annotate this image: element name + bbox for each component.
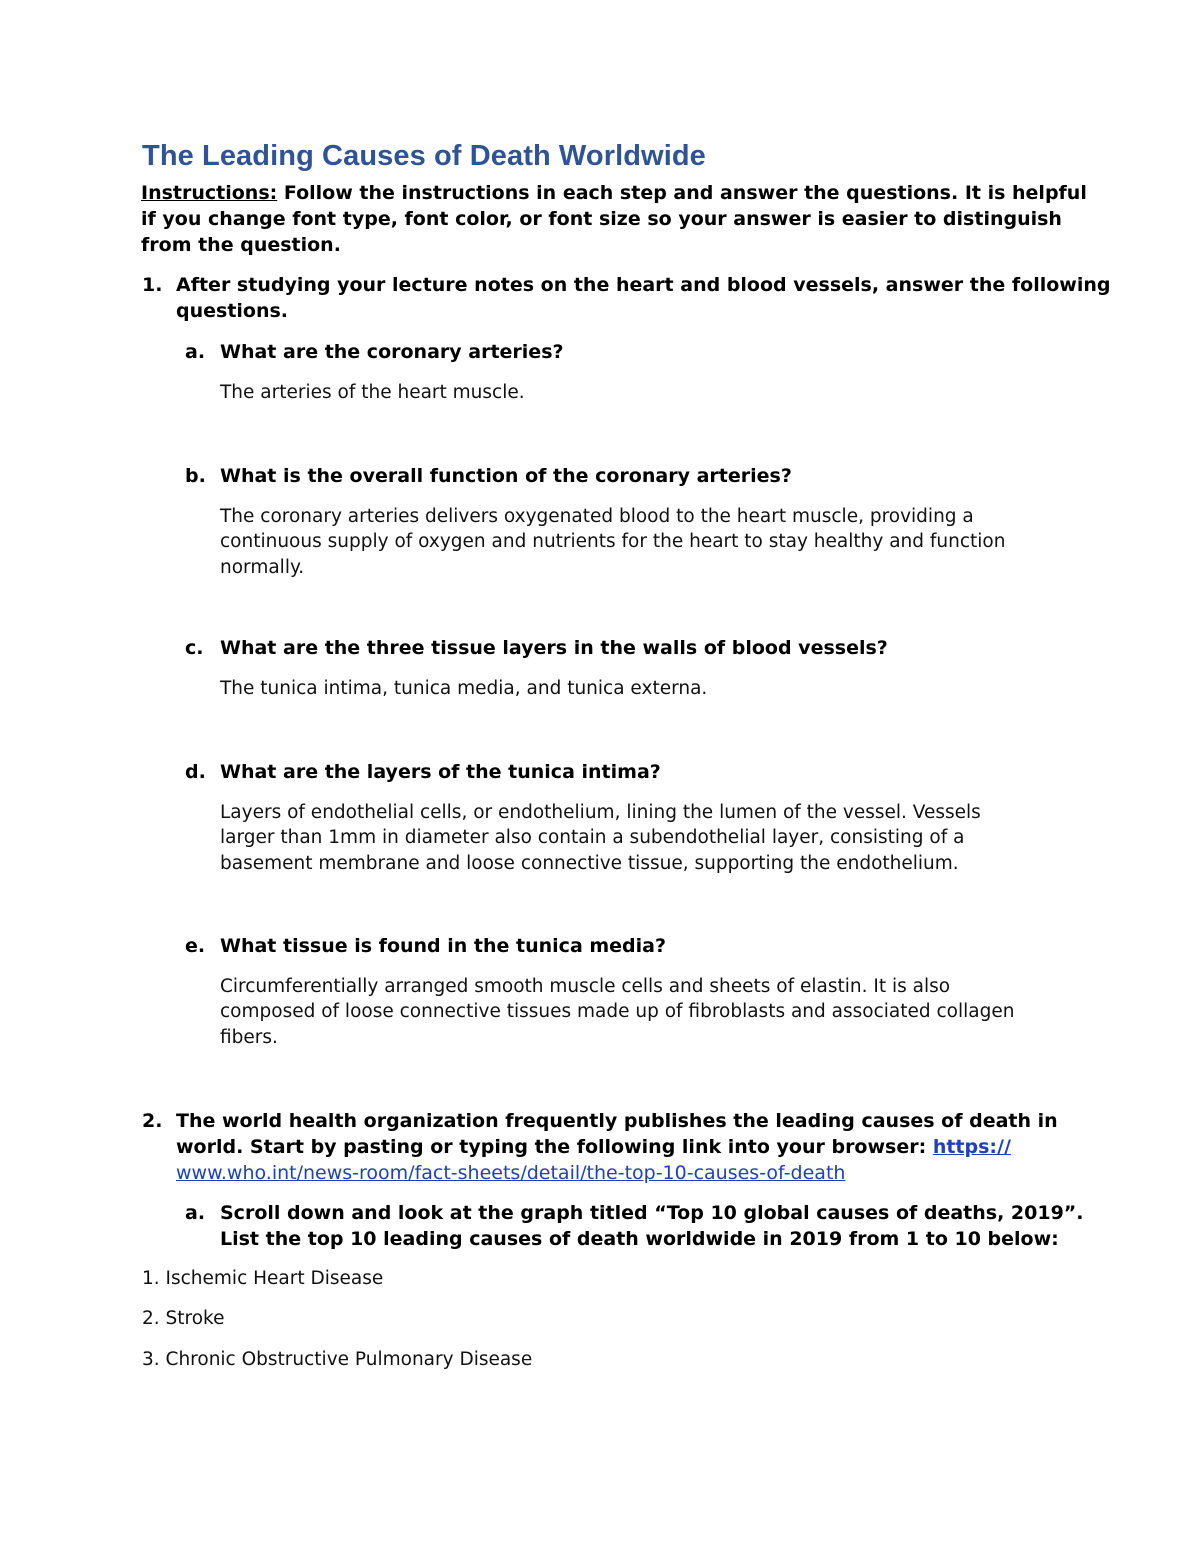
q1d-answer-line-1: Layers of endothelial cells, or endothelium, lining the lumen of the vessel. Vessels — [220, 802, 981, 823]
q1d-letter: d. — [185, 761, 206, 783]
q1d-answer-line-2: larger than 1mm in diameter also contain a subendothelial layer, consisting of a — [220, 827, 965, 848]
q1b-question: What is the overall function of the coronary arteries? — [220, 465, 792, 487]
cause-item-1: 1. Ischemic Heart Disease — [142, 1268, 384, 1289]
page-title: The Leading Causes of Death Worldwide — [142, 140, 706, 172]
q2-line-3 — [176, 1160, 845, 1186]
q1b-answer-line-2: continuous supply of oxygen and nutrients for the heart to stay healthy and function — [220, 531, 1006, 552]
instructions-line-1 — [141, 180, 1087, 206]
q1e-question: What tissue is found in the tunica media? — [220, 935, 667, 957]
q1e-answer-line-1: Circumferentially arranged smooth muscle cells and sheets of elastin. It is also — [220, 976, 951, 997]
who-link-part-2[interactable]: www.who.int/news-room/fact-sheets/detail/the-top-10-causes-of-death — [176, 1162, 846, 1184]
q1b-answer-line-3: normally. — [220, 557, 305, 578]
cause-item-3: 3. Chronic Obstructive Pulmonary Disease — [142, 1349, 533, 1370]
q1d-answer-line-3: basement membrane and loose connective tissue, supporting the endothelium. — [220, 853, 959, 874]
q1e-answer-line-2: composed of loose connective tissues made up of fibroblasts and associated collagen — [220, 1001, 1015, 1022]
q1-number: 1. — [142, 274, 163, 296]
instructions-text-1: Follow the instructions in each step and answer the questions. It is helpful — [283, 182, 1087, 204]
q1d-question: What are the layers of the tunica intima? — [220, 761, 661, 783]
q1c-answer-line-1: The tunica intima, tunica media, and tunica externa. — [220, 678, 708, 699]
q1b-answer-line-1: The coronary arteries delivers oxygenated blood to the heart muscle, providing a — [220, 506, 974, 527]
instructions-label: Instructions: — [141, 182, 278, 204]
q1e-letter: e. — [185, 935, 206, 957]
instructions-line-2: if you change font type, font color, or font size so your answer is easier to distinguish — [141, 208, 1062, 230]
q1-line-2: questions. — [176, 300, 289, 322]
q2-number: 2. — [142, 1110, 163, 1132]
q2-line-2 — [176, 1134, 1011, 1160]
instructions-line-3: from the question. — [141, 234, 341, 256]
q2a-line-2: List the top 10 leading causes of death worldwide in 2019 from 1 to 10 below: — [220, 1228, 1059, 1250]
q2-line-1: The world health organization frequently publishes the leading causes of death in — [176, 1110, 1058, 1132]
q2a-line-1: Scroll down and look at the graph titled “Top 10 global causes of deaths, 2019”. — [220, 1202, 1084, 1224]
who-link-part-1[interactable]: https:// — [932, 1136, 1011, 1158]
q2-line-2-text: world. Start by pasting or typing the following link into your browser: — [176, 1136, 933, 1158]
q1b-letter: b. — [185, 465, 206, 487]
q1a-question: What are the coronary arteries? — [220, 341, 564, 363]
q1e-answer-line-3: fibers. — [220, 1027, 278, 1048]
q2a-letter: a. — [185, 1202, 206, 1224]
q1-line-1: After studying your lecture notes on the heart and blood vessels, answer the following — [176, 274, 1111, 296]
q1c-question: What are the three tissue layers in the walls of blood vessels? — [220, 637, 888, 659]
q1c-letter: c. — [185, 637, 204, 659]
q1a-answer-line-1: The arteries of the heart muscle. — [220, 382, 525, 403]
cause-item-2: 2. Stroke — [142, 1308, 225, 1329]
q1a-letter: a. — [185, 341, 206, 363]
